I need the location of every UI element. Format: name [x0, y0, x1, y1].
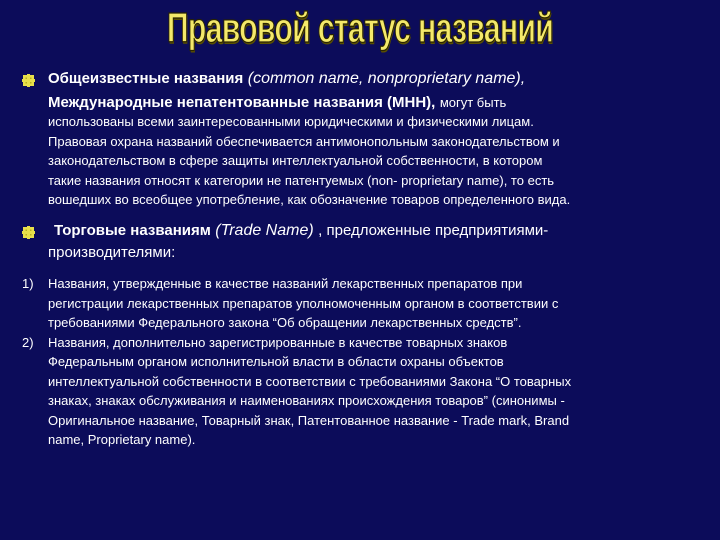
numbered-list	[22, 274, 702, 450]
list-item-line: знаках, знаках обслуживания и наименованиях происхождения товаров” (синонимы -	[48, 393, 565, 408]
list-item-line: Названия, дополнительно зарегистрированные в качестве товарных знаков	[48, 334, 508, 350]
list-number: 2)	[22, 334, 34, 350]
paragraph-line: такие названия относят к категории не патентуемых (non- proprietary name), то есть	[48, 172, 555, 188]
list-item-line: интеллектуальной собственности в соответствии с требованиями Закона “О товарных	[48, 373, 572, 389]
list-item-line: name, Proprietary name).	[48, 432, 196, 447]
inn-term: Международные непатентованные названия (МНН),	[48, 94, 436, 111]
trade-names-line2: производителями:	[48, 244, 176, 261]
common-names-paragraph	[48, 112, 708, 210]
paragraph-line: Правовая охрана названий обеспечивается антимонопольным законодательством и	[48, 133, 560, 149]
list-number: 1)	[22, 276, 34, 291]
paragraph-line: вошедших во всеобщее употребление, как обозначение товаров определенного вида.	[48, 192, 571, 207]
list-item	[22, 274, 702, 333]
inn-continuation: могут быть	[439, 95, 507, 110]
common-names-english: (common name, nonproprietary name),	[247, 70, 526, 87]
list-item	[22, 333, 702, 450]
trade-names-continuation: , предложенные предприятиями-	[318, 222, 549, 239]
trade-names-english: (Trade Name)	[215, 222, 314, 239]
paragraph-line: законодательством в сфере защиты интеллектуальной собственности, в котором	[48, 153, 543, 168]
common-names-term: Общеизвестные названия	[48, 70, 244, 87]
list-item-line: Названия, утвержденные в качестве названий лекарственных препаратов при	[48, 276, 523, 291]
list-item-line: Федеральным органом исполнительной власти в области охраны объектов	[48, 354, 504, 369]
trade-names-term: Торговые названиям	[54, 222, 211, 239]
list-item-line: требованиями Федерального закона “Об обращении лекарственных средств”.	[48, 315, 522, 330]
gear-bullet-icon	[22, 226, 35, 239]
paragraph-line: использованы всеми заинтересованными юридическими и физическими лицам.	[48, 114, 534, 129]
list-item-line: регистрации лекарственных препаратов уполномоченным органом в соответствии с	[48, 295, 559, 311]
list-item-line: Оригинальное название, Товарный знак, Патентованное название - Trade mark, Brand	[48, 412, 570, 428]
page-title: Правовой статус названий	[166, 4, 554, 51]
gear-bullet-icon	[22, 74, 35, 87]
